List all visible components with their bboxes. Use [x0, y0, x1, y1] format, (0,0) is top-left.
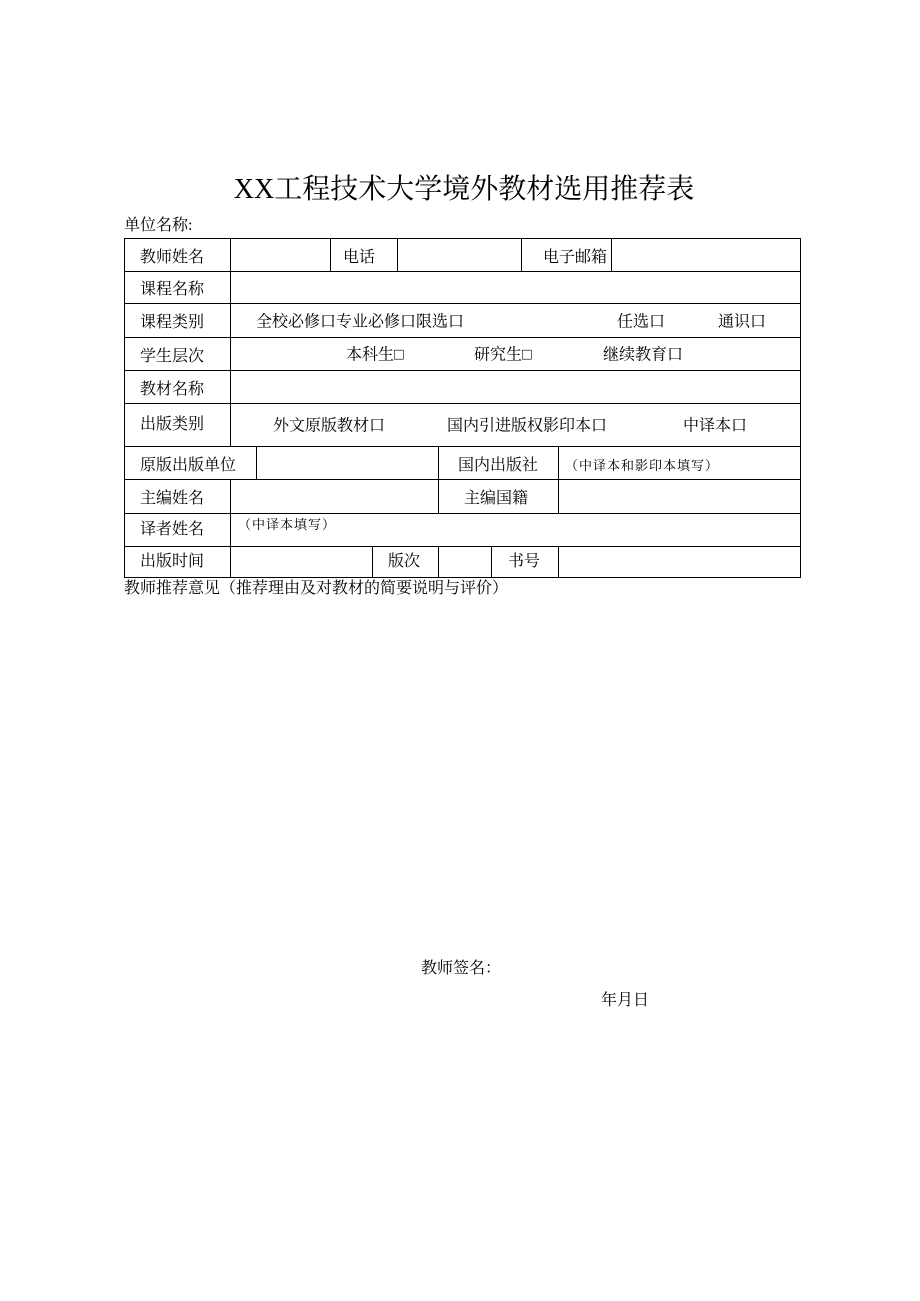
original-publisher-field — [257, 447, 439, 479]
course-name-label: 课程名称 — [125, 272, 231, 303]
course-name-field — [231, 272, 800, 303]
book-number-field — [559, 547, 800, 577]
phone-label: 电话 — [331, 239, 398, 271]
domestic-publisher-note: （中译本和影印本填写） — [565, 458, 720, 473]
recommendation-form-table — [124, 238, 801, 578]
textbook-name-field — [231, 371, 800, 403]
textbook-name-label: 教材名称 — [125, 371, 231, 403]
course-type-label: 课程类别 — [125, 304, 231, 337]
table-row-teacher — [125, 239, 800, 272]
teacher-name-label: 教师姓名 — [125, 239, 231, 271]
original-publisher-label: 原版出版单位 — [125, 447, 257, 479]
translator-name-field — [231, 514, 800, 546]
publication-type-options — [231, 404, 800, 446]
course-type-option-general: 通识口 — [718, 313, 767, 331]
publication-type-option-original: 外文原版教材口 — [273, 417, 386, 435]
publish-date-field — [231, 547, 373, 577]
domestic-publisher-label: 国内出版社 — [439, 447, 559, 479]
publish-date-label: 出版时间 — [125, 547, 231, 577]
teacher-opinion-label: 教师推荐意见（推荐理由及对教材的简要说明与评价） — [124, 580, 509, 597]
email-field — [612, 239, 800, 271]
publication-type-option-reprint: 国内引进版权影印本口 — [447, 417, 608, 435]
table-row-publish-info — [125, 547, 800, 577]
translator-name-label: 译者姓名 — [125, 514, 231, 546]
table-row-publication-type — [125, 404, 800, 447]
publication-type-option-translation: 中译本口 — [683, 417, 748, 435]
student-level-label: 学生层次 — [125, 338, 231, 370]
teacher-name-field — [231, 239, 331, 271]
editor-name-label: 主编姓名 — [125, 480, 231, 513]
translator-name-note: （中译本填写） — [238, 517, 337, 532]
email-label: 电子邮箱 — [522, 239, 612, 271]
table-row-translator — [125, 514, 800, 547]
table-row-editor — [125, 480, 800, 514]
editor-nationality-field — [559, 480, 800, 513]
book-number-label: 书号 — [492, 547, 559, 577]
teacher-signature-label: 教师签名： — [421, 960, 502, 977]
publication-type-label: 出版类别 — [125, 404, 231, 446]
table-row-course-type — [125, 304, 800, 338]
editor-nationality-label: 主编国籍 — [439, 480, 559, 513]
course-type-option-required: 全校必修口专业必修口限选口 — [256, 313, 465, 331]
student-level-options — [231, 338, 800, 370]
table-row-textbook-name — [125, 371, 800, 404]
table-row-publisher — [125, 447, 800, 480]
phone-field — [398, 239, 522, 271]
edition-label: 版次 — [373, 547, 439, 577]
student-level-option-graduate: 研究生□ — [474, 346, 532, 364]
table-row-course-name — [125, 272, 800, 304]
course-type-options — [231, 304, 800, 337]
edition-field — [439, 547, 492, 577]
student-level-option-undergraduate: 本科生□ — [346, 346, 404, 364]
date-label: 年月日 — [601, 992, 650, 1009]
student-level-option-continuing: 继续教育口 — [603, 346, 684, 364]
document-title: XX工程技术大学境外教材选用推荐表 — [233, 174, 695, 205]
table-row-student-level — [125, 338, 800, 371]
unit-name-label: 单位名称: — [124, 217, 193, 234]
domestic-publisher-field — [559, 447, 800, 479]
editor-name-field — [231, 480, 439, 513]
course-type-option-elective: 任选口 — [617, 313, 666, 331]
